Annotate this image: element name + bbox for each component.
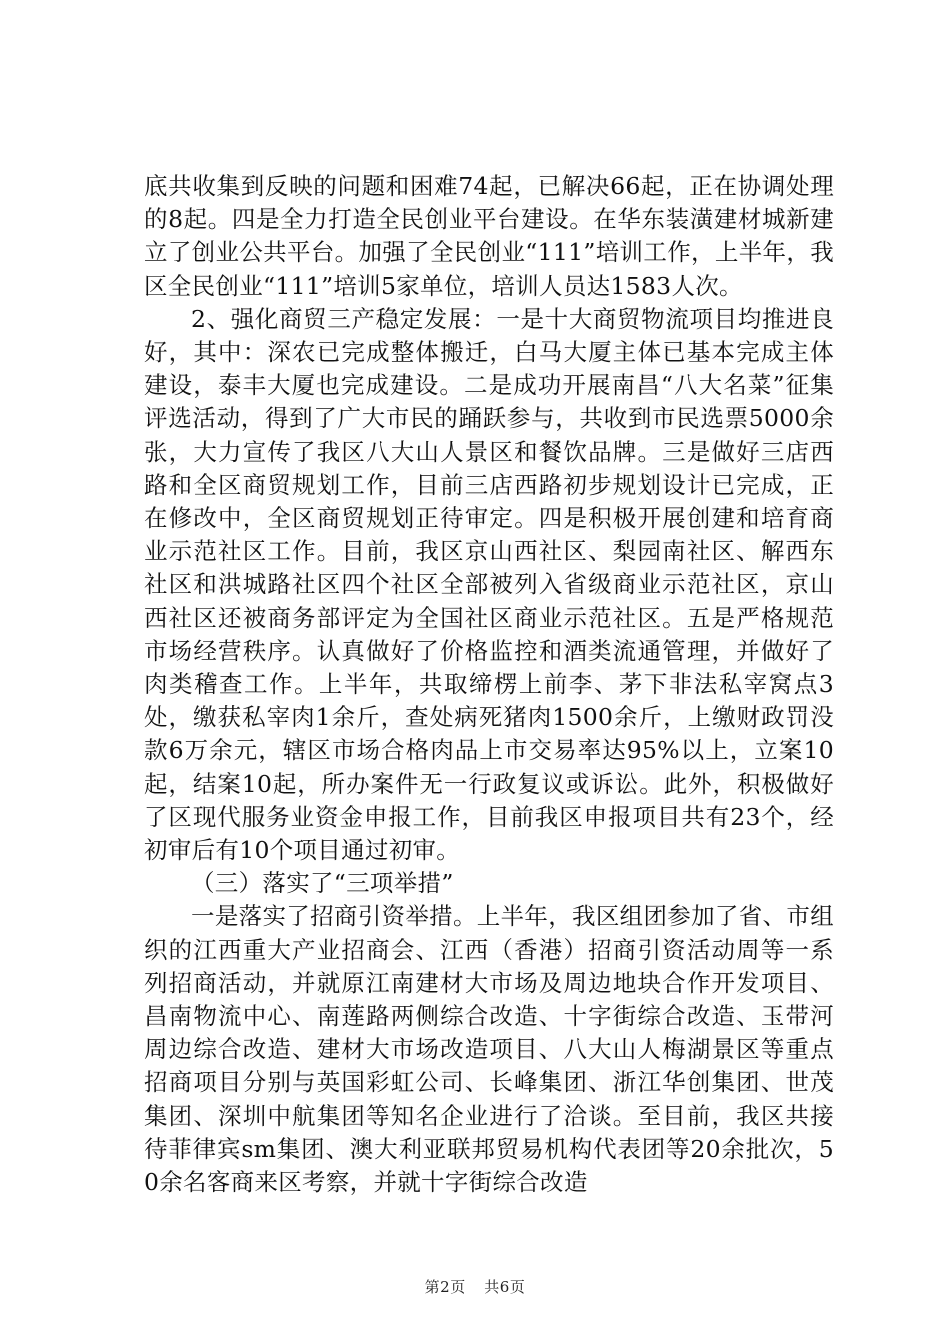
section-heading: （三）落实了“三项举措” bbox=[191, 869, 454, 898]
document-body bbox=[144, 170, 834, 1199]
page-footer bbox=[0, 1276, 950, 1297]
page-number: 第2页 bbox=[424, 1278, 466, 1296]
paragraph-1: 底共收集到反映的问题和困难74起，已解决66起，正在协调处理的8起。四是全力打造全民创业平台建设。在华东装潢建材城新建立了创业公共平台。加强了全民创业“111”培训工作，上半年，我区全民创业“111”培训5家单位，培训人员达1583人次。 bbox=[144, 172, 834, 300]
paragraph-3: 一是落实了招商引资举措。上半年，我区组团参加了省、市组织的江西重大产业招商会、江西（香港）招商引资活动周等一系列招商活动，并就原江南建材大市场及周边地块合作开发项目、昌南物流中心、南莲路两侧综合改造、十字街综合改造、玉带河周边综合改造、建材大市场改造项目、八大山人梅湖景区等重点招商项目分别与英国彩虹公司、长峰集团、浙江华创集团、世茂集团、深圳中航集团等知名企业进行了洽谈。至目前，我区共接待菲律宾sm集团、澳大利亚联邦贸易机构代表团等20余批次，50余名客商来区考察，并就十字街综合改造 bbox=[144, 902, 834, 1197]
page-total: 共6页 bbox=[484, 1278, 526, 1296]
paragraph-2: 2、强化商贸三产稳定发展：一是十大商贸物流项目均推进良好，其中：深农已完成整体搬迁，白马大厦主体已基本完成主体建设，泰丰大厦也完成建设。二是成功开展南昌“八大名菜”征集评选活动，得到了广大市民的踊跃参与，共收到市民选票5000余张，大力宣传了我区八大山人景区和餐饮品牌。三是做好三店西路和全区商贸规划工作，目前三店西路初步规划设计已完成，正在修改中，全区商贸规划正待审定。四是积极开展创建和培育商业示范社区工作。目前，我区京山西社区、梨园南社区、解西东社区和洪城路社区四个社区全部被列入省级商业示范社区，京山西社区还被商务部评定为全国社区商业示范社区。五是严格规范市场经营秩序。认真做好了价格监控和酒类流通管理，并做好了肉类稽查工作。上半年，共取缔楞上前李、茅下非法私宰窝点3处，缴获私宰肉1余斤，查处病死猪肉1500余斤，上缴财政罚没款6万余元，辖区市场合格肉品上市交易率达95%以上，立案10起，结案10起，所办案件无一行政复议或诉讼。此外，积极做好了区现代服务业资金申报工作，目前我区申报项目共有23个，经初审后有10个项目通过初审。 bbox=[144, 304, 834, 865]
page-separator bbox=[471, 1278, 479, 1296]
